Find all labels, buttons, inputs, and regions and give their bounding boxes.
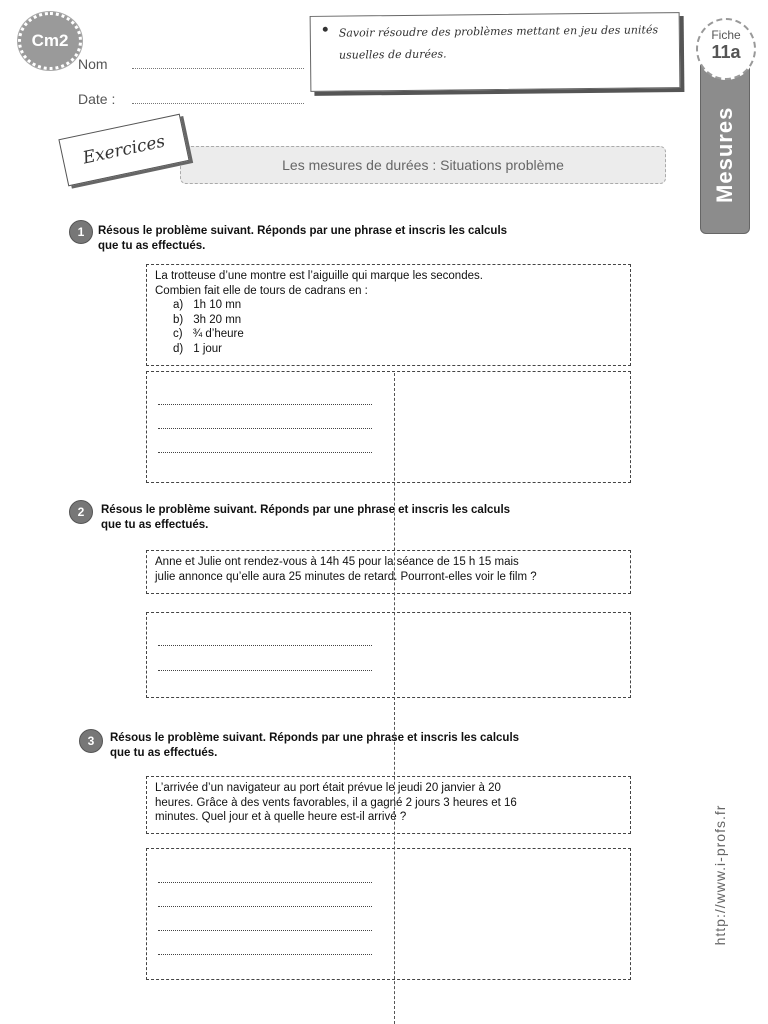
date-label: Date : — [78, 91, 116, 107]
instruction-line: Résous le problème suivant. Réponds par une phrase et inscris les calculs — [101, 504, 511, 516]
item-text: ¾ d’heure — [192, 328, 244, 340]
problem-list — [155, 298, 622, 356]
instruction-line: Résous le problème suivant. Réponds par une phrase et inscris les calculs — [110, 732, 520, 744]
exercise-instruction — [101, 503, 510, 533]
answer-line[interactable] — [158, 954, 372, 955]
list-item — [173, 298, 622, 313]
instruction-line: Résous le problème suivant. Réponds par une phrase et inscris les calculs — [98, 225, 508, 237]
instruction-line: que tu as effectués. — [110, 747, 218, 759]
item-letter: c) — [173, 328, 183, 340]
answer-line[interactable] — [158, 906, 372, 907]
exercise-number: 2 — [69, 500, 93, 524]
level-badge: Cm2 — [18, 12, 82, 70]
answer-line[interactable] — [158, 404, 372, 405]
name-label: Nom — [78, 56, 108, 72]
exercises-stamp: Exercices — [58, 114, 189, 187]
title-banner — [180, 146, 666, 184]
answer-line[interactable] — [158, 645, 372, 646]
problem-box — [146, 264, 631, 366]
answer-line[interactable] — [158, 930, 372, 931]
website-text: http://www.i-profs.fr — [712, 804, 728, 946]
fiche-label: Fiche — [711, 28, 741, 42]
page-title: Les mesures de durées : Situations problème — [282, 157, 564, 173]
list-item — [173, 327, 622, 342]
item-letter: d) — [173, 342, 184, 355]
problem-box — [146, 776, 631, 834]
problem-text: julie annonce qu’elle aura 25 minutes de retard. Pourront-elles voir le film ? — [155, 570, 537, 583]
list-item — [173, 313, 622, 328]
answer-box[interactable] — [146, 848, 631, 980]
item-letter: b) — [173, 313, 184, 326]
exercise-number: 1 — [69, 220, 93, 244]
answer-line[interactable] — [158, 452, 372, 453]
problem-text: heures. Grâce à des vents favorables, il a gagné 2 jours 3 heures et 16 — [155, 796, 517, 809]
answer-line[interactable] — [158, 670, 372, 671]
problem-text: Combien fait elle de tours de cadrans en : — [155, 284, 368, 297]
column-divider — [394, 373, 395, 1024]
subject-label: Mesures — [712, 106, 737, 203]
item-text: 3h 20 mn — [193, 313, 242, 326]
problem-text: Anne et Julie ont rendez-vous à 14h 45 pour la séance de 15 h 15 mais — [155, 556, 519, 568]
instruction-line: que tu as effectués. — [101, 519, 209, 531]
list-item — [173, 342, 622, 357]
problem-text: L’arrivée d’un navigateur au port était prévue le jeudi 20 janvier à 20 — [155, 782, 501, 794]
date-field[interactable] — [132, 103, 304, 104]
item-text: 1h 10 mn — [193, 299, 242, 311]
bullet-icon — [323, 27, 328, 32]
fiche-number: 11a — [711, 42, 741, 62]
name-field[interactable] — [132, 68, 304, 69]
item-letter: a) — [173, 299, 184, 311]
exercise-number: 3 — [79, 729, 103, 753]
problem-text: minutes. Quel jour et à quelle heure est-il arrivé ? — [155, 811, 407, 823]
exercise-instruction — [110, 731, 519, 761]
website-credit — [705, 800, 735, 950]
answer-line[interactable] — [158, 882, 372, 883]
answer-box[interactable] — [146, 371, 631, 483]
fiche-badge — [696, 18, 756, 80]
objective-text: Savoir résoudre des problèmes mettant en jeu des unités usuelles de durées. — [338, 23, 659, 62]
problem-box — [146, 550, 631, 594]
answer-line[interactable] — [158, 428, 372, 429]
answer-box[interactable] — [146, 612, 631, 698]
exercise-instruction — [98, 224, 507, 254]
objective-card — [310, 12, 681, 92]
item-text: 1 jour — [193, 342, 223, 355]
instruction-line: que tu as effectués. — [98, 240, 206, 252]
problem-text: La trotteuse d’une montre est l’aiguille qui marque les secondes. — [155, 270, 483, 282]
subject-tab — [700, 60, 750, 234]
